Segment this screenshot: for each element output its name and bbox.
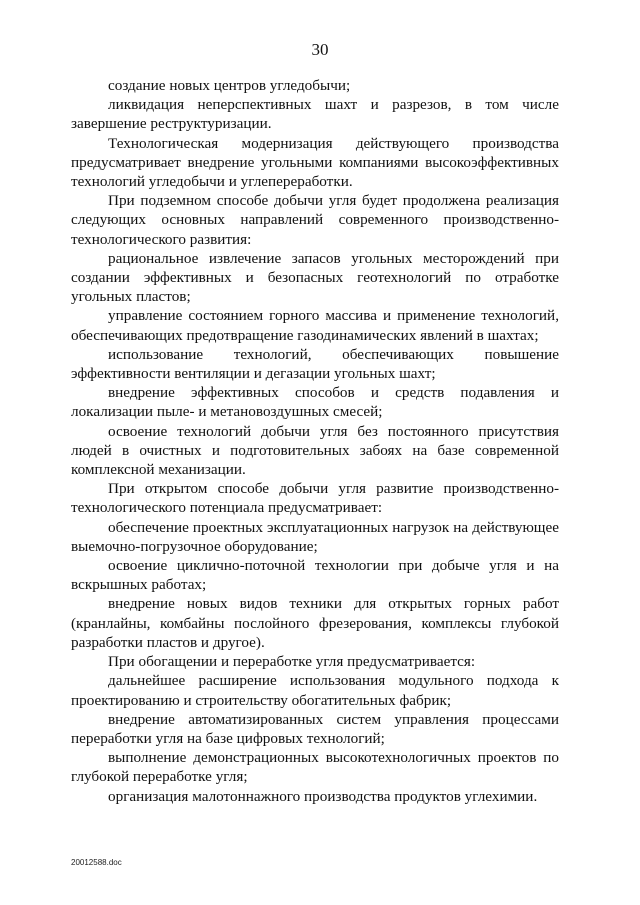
paragraph: ликвидация неперспективных шахт и разрезов, в том числе завершение реструктуризации.: [71, 96, 559, 133]
paragraph: использование технологий, обеспечивающих повышение эффективности вентиляции и дегазации угольных шахт;: [71, 345, 559, 383]
footer-filename: 20012588.doc: [71, 858, 122, 867]
page-number: 30: [311, 40, 329, 59]
paragraph: выполнение демонстрационных высокотехнологичных проектов по глубокой переработке угля;: [71, 749, 559, 786]
paragraph: При подземном способе добычи угля будет продолжена реализация следующих основных направлений современного производственно-технологического развития:: [71, 192, 559, 248]
paragraph: дальнейшее расширение использования модульного подхода к проектированию и строительству обогатительных фабрик;: [71, 672, 559, 709]
paragraph: Технологическая модернизация действующего производства предусматривает внедрение угольными компаниями высокоэффективных технологий угледобычи и углепереработки.: [71, 134, 559, 191]
paragraph: создание новых центров угледобычи;: [108, 77, 351, 94]
paragraph: При обогащении и переработке угля предусматривается:: [108, 653, 476, 671]
paragraph: внедрение автоматизированных систем управления процессами переработки угля на базе цифровых технологий;: [71, 710, 559, 747]
paragraph: обеспечение проектных эксплуатационных нагрузок на действующее выемочно-погрузочное оборудование;: [71, 518, 559, 555]
paragraph: При открытом способе добычи угля развитие производственно-технологического потенциала предусматривает:: [71, 480, 559, 517]
paragraph: освоение технологий добычи угля без постоянного присутствия людей в очистных и подготовительных забоях на базе современной комплексной механизации.: [71, 422, 559, 479]
paragraph: рациональное извлечение запасов угольных месторождений при создании эффективных и безопасных геотехнологий по отработке угольных пластов;: [71, 249, 559, 306]
paragraph: внедрение новых видов техники для открытых горных работ (кранлайны, комбайны послойного фрезерования, комплексы глубокой разработки пластов и другое).: [71, 595, 559, 651]
document-body: [71, 76, 559, 806]
paragraph: освоение циклично-поточной технологии при добыче угля и на вскрышных работах;: [71, 557, 559, 594]
paragraph: организация малотоннажного производства продуктов углехимии.: [108, 787, 538, 805]
paragraph: внедрение эффективных способов и средств подавления и локализации пыле- и метановоздушных смесей;: [71, 384, 559, 421]
paragraph: управление состоянием горного массива и применение технологий, обеспечивающих предотвращение газодинамических явлений в шахтах;: [71, 307, 559, 344]
